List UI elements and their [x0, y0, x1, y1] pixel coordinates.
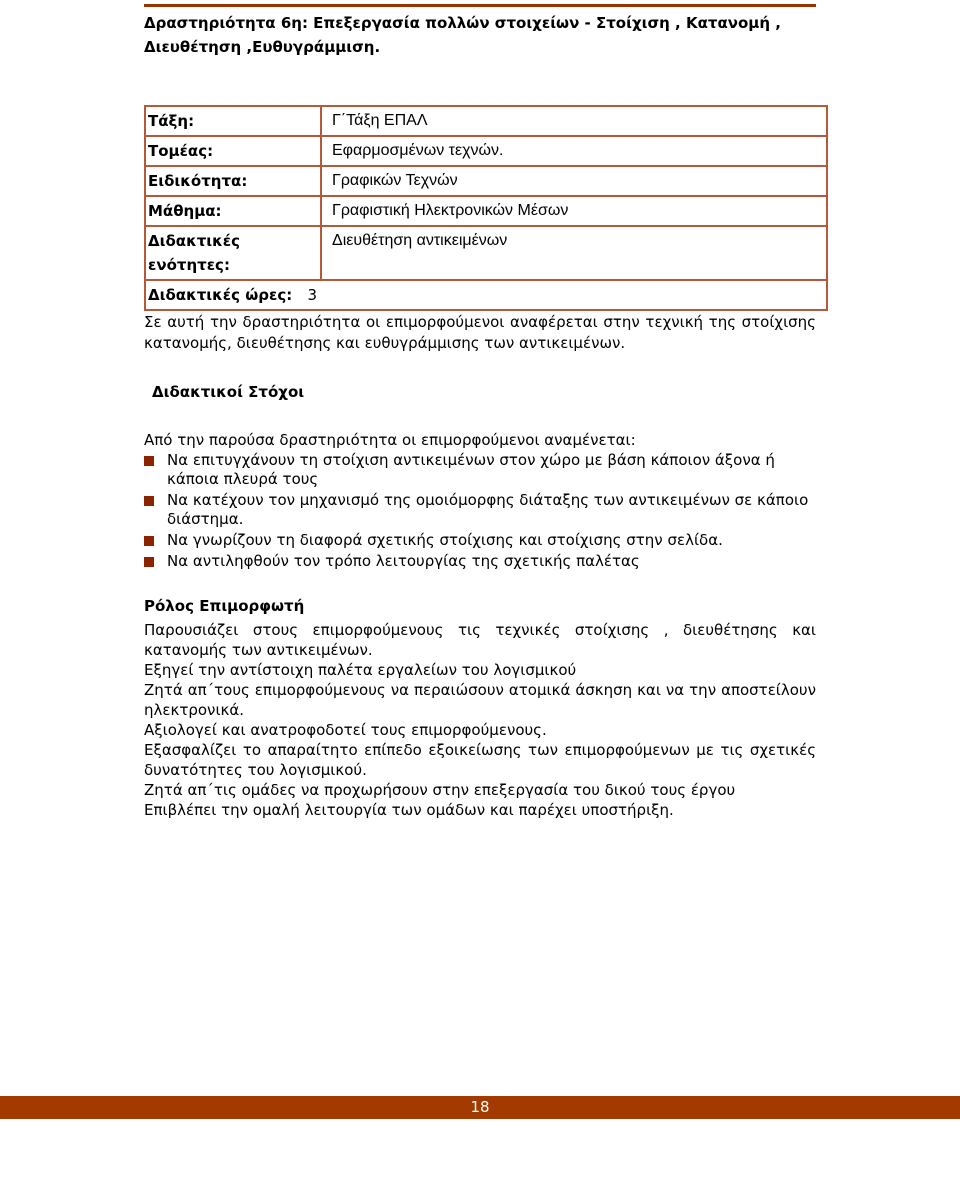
goals-list — [144, 451, 824, 573]
goal-text: Να επιτυγχάνουν τη στοίχιση αντικειμένων στον χώρο με βάση κάποιον άξονα ή κάποια πλευρά τους — [167, 451, 775, 488]
class-label: Τάξη: — [145, 106, 321, 136]
units-value: Διευθέτηση αντικειμένων — [321, 226, 827, 280]
role-paragraph: Επιβλέπει την ομαλή λειτουργία των ομάδων και παρέχει υποστήριξη. — [144, 801, 674, 819]
role-paragraph: Παρουσιάζει στους επιμορφούμενους τις τεχνικές στοίχισης , διευθέτησης και κατανομής των αντικειμένων. — [144, 621, 816, 659]
table-row — [145, 166, 827, 196]
table-row — [145, 106, 827, 136]
role-paragraph: Εξηγεί την αντίστοιχη παλέτα εργαλείων του λογισμικού — [144, 661, 577, 679]
course-info-table — [144, 105, 828, 311]
role-paragraph: Ζητά απ΄τους επιμορφούμενους να περαιώσουν ατομικά άσκηση και να την αποστείλουν ηλεκτρονικά. — [144, 681, 816, 719]
role-section — [144, 620, 816, 820]
list-item — [144, 552, 824, 571]
role-paragraph: Εξασφαλίζει το απαραίτητο επίπεδο εξοικείωσης των επιμορφούμενων με τις σχετικές δυνατότητες του λογισμικού. — [144, 741, 816, 779]
goals-heading: Διδακτικοί Στόχοι — [152, 383, 305, 401]
goal-text: Να κατέχουν τον μηχανισμό της ομοιόμορφης διάταξης των αντικειμένων σε κάποιο διάστημα. — [167, 491, 809, 528]
sector-label: Τομέας: — [145, 136, 321, 166]
page-title: Δραστηριότητα 6η: Επεξεργασία πολλών στοιχείων - Στοίχιση , Κατανομή , Διευθέτηση ,Ευθυγράμμιση. — [144, 4, 816, 59]
specialty-value: Γραφικών Τεχνών — [321, 166, 827, 196]
role-paragraph: Αξιολογεί και ανατροφοδοτεί τους επιμορφούμενους. — [144, 721, 547, 739]
role-heading: Ρόλος Επιμορφωτή — [144, 597, 305, 615]
role-paragraph: Ζητά απ΄τις ομάδες να προχωρήσουν στην επεξεργασία του δικού τους έργου — [144, 781, 736, 799]
square-bullet-icon — [144, 496, 154, 506]
goal-text: Να γνωρίζουν τη διαφορά σχετικής στοίχισης και στοίχισης στην σελίδα. — [167, 531, 723, 549]
specialty-label: Ειδικότητα: — [145, 166, 321, 196]
goals-intro: Από την παρούσα δραστηριότητα οι επιμορφούμενοι αναμένεται: — [144, 431, 636, 449]
list-item — [144, 451, 824, 489]
hours-value: 3 — [307, 286, 318, 304]
square-bullet-icon — [144, 456, 154, 466]
list-item — [144, 491, 824, 529]
course-value: Γραφιστική Ηλεκτρονικών Μέσων — [321, 196, 827, 226]
hours-label: Διδακτικές ώρες: — [148, 286, 293, 304]
page-number: 18 — [470, 1098, 490, 1116]
class-value: Γ΄Τάξη ΕΠΑΛ — [321, 106, 827, 136]
table-row — [145, 226, 827, 280]
table-row — [145, 136, 827, 166]
square-bullet-icon — [144, 557, 154, 567]
list-item — [144, 531, 824, 550]
table-row — [145, 280, 827, 310]
course-label: Μάθημα: — [145, 196, 321, 226]
table-row — [145, 196, 827, 226]
hours-cell — [145, 280, 827, 310]
footer-bar — [0, 1096, 960, 1119]
intro-paragraph: Σε αυτή την δραστηριότητα οι επιμορφούμενοι αναφέρεται στην τεχνική της στοίχισης κατανομής, διευθέτησης και ευθυγράμμισης των αντικειμένων. — [144, 313, 816, 352]
square-bullet-icon — [144, 536, 154, 546]
units-label: Διδακτικές ενότητες: — [145, 226, 321, 280]
goal-text: Να αντιληφθούν τον τρόπο λειτουργίας της σχετικής παλέτας — [167, 552, 640, 570]
sector-value: Εφαρμοσμένων τεχνών. — [321, 136, 827, 166]
